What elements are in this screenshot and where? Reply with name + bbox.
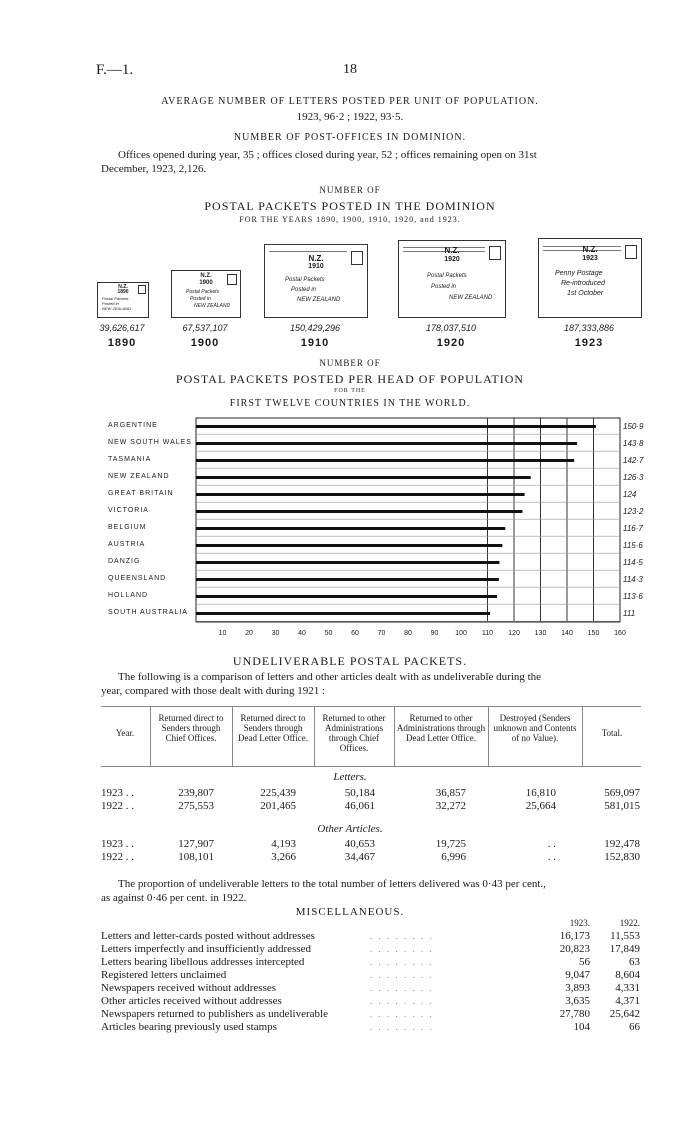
chart-category-label: TASMANIA — [108, 455, 152, 463]
chart-x-tick: 120 — [508, 630, 520, 637]
col-header-admin-chief: Returned to other Administrations through Chief Offices. — [322, 713, 386, 753]
leader-dots: . . . . . . . . — [370, 1009, 434, 1019]
chart-bar — [196, 612, 490, 615]
chart-value-label: 123·2 — [623, 506, 644, 516]
chart-subtitle-2: FIRST TWELVE COUNTRIES IN THE WORLD. — [229, 398, 471, 409]
chart-x-tick: 10 — [218, 630, 227, 637]
leader-dots: . . . . . . . . — [370, 1022, 434, 1032]
chart-category-label: NEW SOUTH WALES — [108, 438, 192, 446]
misc-row-label: Other articles received without addresses — [101, 995, 282, 1007]
packets-year-1910: 1910 — [300, 337, 330, 349]
chart-category-label: SOUTH AUSTRALIA — [108, 608, 188, 616]
table-cell: 127,907 — [178, 838, 214, 850]
misc-value-1922: 8,604 — [615, 969, 640, 981]
chart-value-label: 115·6 — [623, 540, 643, 550]
table-cell: 108,101 — [178, 851, 214, 863]
chart-bar — [196, 527, 505, 530]
table-row-year: 1923 . . — [101, 838, 134, 850]
chart-value-label: 114·5 — [623, 557, 643, 567]
table-cell: 581,015 — [604, 800, 640, 812]
table-cell: 25,664 — [525, 800, 556, 812]
table-cell: 34,467 — [344, 851, 375, 863]
chart-bar — [196, 544, 502, 547]
table-cell: 36,857 — [435, 787, 466, 799]
packets-heading-1: NUMBER OF — [319, 185, 381, 195]
packets-heading-3: FOR THE YEARS 1890, 1900, 1910, 1920, and 1923. — [239, 215, 461, 224]
post-offices-line2: December, 1923, 2,126. — [101, 163, 207, 175]
chart-bar — [196, 425, 596, 428]
avg-letters-heading: AVERAGE NUMBER OF LETTERS POSTED PER UNIT OF POPULATION. — [161, 96, 539, 107]
chart-x-tick: 90 — [430, 630, 439, 637]
packets-heading-2: POSTAL PACKETS POSTED IN THE DOMINION — [204, 199, 496, 213]
chart-heading-1: NUMBER OF — [319, 358, 381, 368]
misc-value-1922: 25,642 — [609, 1008, 640, 1020]
misc-row-label: Articles bearing previously used stamps — [101, 1021, 277, 1033]
table-col-divider — [232, 706, 233, 766]
leader-dots: . . . . . . . . — [370, 983, 434, 993]
chart-category-label: DANZIG — [108, 557, 141, 565]
misc-col-1922: 1922. — [619, 918, 640, 928]
chart-value-label: 111 — [623, 608, 636, 618]
misc-row-label: Letters bearing libellous addresses intercepted — [101, 956, 305, 968]
undeliverable-heading: UNDELIVERABLE POSTAL PACKETS. — [232, 654, 468, 668]
chart-bar — [196, 476, 531, 479]
packets-count-1910: 150,429,296 — [289, 323, 341, 333]
misc-value-1922: 17,849 — [609, 943, 640, 955]
chart-bar — [196, 578, 499, 581]
chart-x-tick: 40 — [298, 630, 306, 637]
table-row-year: 1922 . . — [101, 851, 134, 863]
page-number: 18 — [343, 62, 357, 77]
table-cell: 4,193 — [271, 838, 296, 850]
chart-x-tick: 50 — [324, 630, 333, 637]
misc-row-label: Newspapers returned to publishers as undeliverable — [101, 1008, 328, 1020]
table-cell: . . — [547, 851, 556, 863]
misc-row-label: Letters and letter-cards posted without addresses — [101, 930, 315, 942]
misc-col-1923: 1923. — [569, 918, 590, 928]
chart-subtitle-1: FOR THE — [334, 388, 366, 394]
leader-dots: . . . . . . . . — [370, 970, 434, 980]
chart-bar — [196, 459, 574, 462]
packets-count-1900: 67,537,107 — [182, 323, 228, 333]
table-cell: 225,439 — [260, 787, 296, 799]
misc-value-1923: 27,780 — [559, 1008, 590, 1020]
undeliverable-intro-2: year, compared with those dealt with during 1921 : — [101, 685, 326, 697]
chart-x-tick: 80 — [404, 630, 412, 637]
post-offices-heading: NUMBER OF POST-OFFICES IN DOMINION. — [233, 132, 467, 143]
chart-category-label: QUEENSLAND — [108, 574, 167, 582]
chart-value-label: 143·8 — [623, 438, 644, 448]
section-letters: Letters. — [333, 771, 367, 783]
chart-x-tick: 100 — [455, 630, 467, 637]
chart-bar — [196, 510, 522, 513]
packets-count-1923: 187,333,886 — [563, 323, 615, 333]
misc-value-1923: 16,173 — [559, 930, 590, 942]
misc-row-label: Letters imperfectly and insufficiently addressed — [101, 943, 311, 955]
misc-value-1923: 9,047 — [565, 969, 590, 981]
table-col-divider — [488, 706, 489, 766]
proportion-line-1: The proportion of undeliverable letters to the total number of letters delivered was 0·43 per cent., — [118, 878, 546, 890]
table-cell: 192,478 — [604, 838, 640, 850]
envelope-hdr: N.Z. — [118, 284, 128, 290]
chart-x-tick: 110 — [481, 630, 494, 637]
packets-count-1920: 178,037,510 — [425, 323, 477, 333]
misc-value-1923: 20,823 — [559, 943, 590, 955]
misc-value-1923: 3,635 — [565, 995, 590, 1007]
table-cell: 50,184 — [344, 787, 375, 799]
table-cell: 201,465 — [260, 800, 296, 812]
chart-x-tick: 60 — [351, 630, 359, 637]
misc-value-1922: 63 — [629, 956, 640, 968]
table-header-rule — [101, 766, 641, 767]
chart-x-tick: 130 — [534, 630, 547, 637]
chart-value-label: 116·7 — [623, 523, 643, 533]
envelope-year: 1923 — [582, 255, 598, 262]
table-row-year: 1923 . . — [101, 787, 134, 799]
envelope-year: 1920 — [444, 256, 460, 263]
misc-value-1922: 4,331 — [615, 982, 640, 994]
table-cell: 40,653 — [344, 838, 375, 850]
chart-value-label: 150·9 — [623, 421, 644, 431]
chart-value-label: 142·7 — [623, 455, 644, 465]
chart-x-tick: 140 — [561, 630, 573, 637]
envelope-text: Postal Packets Posted in NEW ZEALAND — [427, 273, 493, 301]
table-cell: 46,061 — [344, 800, 375, 812]
table-cell: 6,996 — [441, 851, 466, 863]
envelope-year: 1890 — [117, 289, 129, 295]
leader-dots: . . . . . . . . — [370, 944, 434, 954]
table-cell: 569,097 — [604, 787, 640, 799]
table-cell: 3,266 — [271, 851, 296, 863]
envelope-year: 1910 — [308, 263, 324, 270]
misc-row-label: Newspapers received without addresses — [101, 982, 277, 994]
chart-bar — [196, 442, 577, 445]
envelope-text: Postal Packets Posted in NEW ZEALAND — [102, 296, 131, 311]
chart-x-tick: 70 — [377, 630, 386, 637]
chart-category-label: BELGIUM — [108, 523, 147, 531]
chart-bar — [196, 561, 499, 564]
chart-x-tick: 20 — [245, 630, 253, 637]
chart-category-label: VICTORIA — [108, 506, 149, 514]
chart-value-label: 113·6 — [623, 591, 643, 601]
misc-value-1922: 11,553 — [610, 930, 640, 942]
packets-year-1920: 1920 — [436, 337, 466, 349]
chart-frame — [196, 418, 620, 622]
avg-letters-values: 1923, 96·2 ; 1922, 93·5. — [296, 111, 404, 123]
misc-heading: MISCELLANEOUS. — [295, 906, 405, 918]
misc-value-1923: 56 — [579, 956, 590, 968]
table-col-divider — [150, 706, 151, 766]
table-row-year: 1922 . . — [101, 800, 134, 812]
misc-row-label: Registered letters unclaimed — [101, 969, 227, 981]
table-col-divider — [582, 706, 583, 766]
chart-category-label: HOLLAND — [108, 591, 149, 599]
envelope-year: 1900 — [199, 280, 213, 286]
chart-x-tick: 30 — [271, 630, 280, 637]
table-cell: 16,810 — [525, 787, 556, 799]
misc-value-1923: 104 — [573, 1021, 590, 1033]
col-header-dead-letter: Returned direct to Senders through Dead Letter Office. — [237, 713, 309, 743]
misc-value-1922: 4,371 — [615, 995, 640, 1007]
leader-dots: . . . . . . . . — [370, 996, 434, 1006]
chart-category-label: ARGENTINE — [108, 421, 158, 429]
chart-x-tick: 160 — [614, 630, 626, 637]
table-cell: 152,830 — [604, 851, 640, 863]
leader-dots: . . . . . . . . — [370, 931, 434, 941]
packets-year-1890: 1890 — [107, 337, 137, 349]
chart-heading-2: POSTAL PACKETS POSTED PER HEAD OF POPULATION — [175, 372, 525, 386]
leader-dots: . . . . . . . . — [370, 957, 434, 967]
table-cell: 239,807 — [178, 787, 214, 799]
envelope-text: Postal Packets Posted in NEW ZEALAND — [285, 277, 341, 303]
col-header-admin-dead: Returned to other Administrations through Dead Letter Office. — [396, 713, 486, 743]
chart-category-label: AUSTRIA — [108, 540, 146, 548]
envelope-hdr: N.Z. — [308, 254, 324, 263]
table-col-divider — [394, 706, 395, 766]
chart-x-tick: 150 — [587, 630, 600, 637]
table-cell: 19,725 — [435, 838, 466, 850]
table-cell: 32,272 — [435, 800, 466, 812]
envelope-hdr: N.Z. — [444, 246, 460, 255]
chart-category-label: GREAT BRITAIN — [108, 489, 174, 497]
packets-year-1900: 1900 — [190, 337, 220, 349]
col-header-chief-offices: Returned direct to Senders through Chief Offices. — [158, 713, 224, 743]
envelope-text: Postal Packets Posted in NEW ZEALAND — [186, 289, 231, 309]
undeliverable-intro-1: The following is a comparison of letters and other articles dealt with as undeliverable during the — [118, 671, 542, 683]
section-other-articles: Other Articles. — [317, 823, 383, 835]
envelope-hdr: N.Z. — [200, 273, 212, 279]
packets-year-1923: 1923 — [574, 337, 604, 349]
chart-value-label: 126·3 — [623, 472, 644, 482]
packets-count-1890: 39,626,617 — [99, 323, 145, 333]
post-offices-line1: Offices opened during year, 35 ; offices closed during year, 52 ; offices remaining open on 31st — [118, 149, 537, 161]
proportion-line-2: as against 0·46 per cent. in 1922. — [101, 892, 247, 904]
envelope-hdr: N.Z. — [582, 245, 598, 254]
col-header-year: Year. — [115, 728, 135, 738]
chart-value-label: 114·3 — [623, 574, 643, 584]
page-ref: F.—1. — [96, 62, 134, 78]
col-header-destroyed: Destroyed (Senders unknown and Contents of no Value). — [493, 713, 577, 743]
chart-category-label: NEW ZEALAND — [108, 472, 170, 480]
table-cell: 275,553 — [178, 800, 214, 812]
chart-bar — [196, 493, 525, 496]
table-top-rule — [101, 706, 641, 707]
misc-value-1923: 3,893 — [565, 982, 590, 994]
chart-value-label: 124 — [623, 489, 637, 499]
envelope-text: Penny Postage Re-introduced 1st October — [555, 270, 605, 297]
table-cell: . . — [547, 838, 556, 850]
misc-value-1922: 66 — [629, 1021, 640, 1033]
chart-bar — [196, 595, 497, 598]
col-header-total: Total. — [601, 728, 623, 738]
